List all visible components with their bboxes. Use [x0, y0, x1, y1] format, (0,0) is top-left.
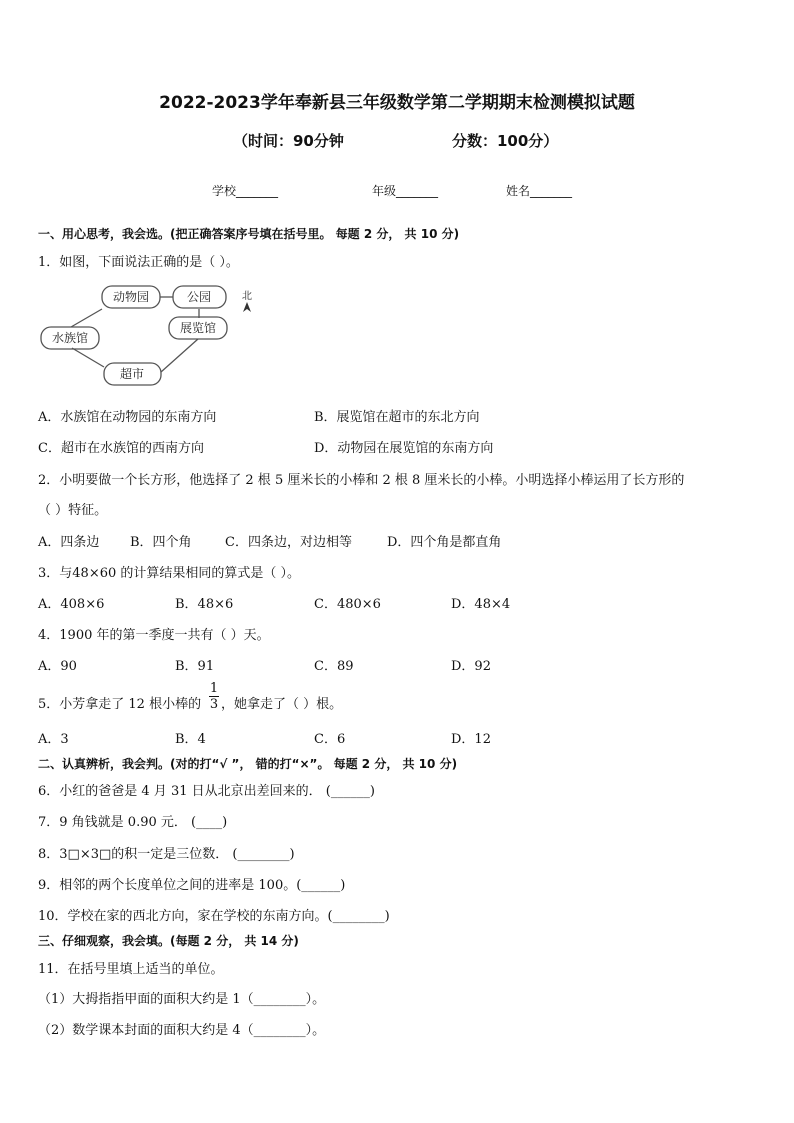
question-8: 8．3□×3□的积一定是三位数． (________)	[38, 847, 295, 862]
question-6: 6．小红的爸爸是 4 月 31 日从北京出差回来的． (______)	[38, 784, 375, 799]
school-field: 学校_______	[212, 184, 279, 198]
question-2-stem-cont: （ ）特征。	[38, 503, 108, 518]
q4-option-d: D．92	[451, 659, 491, 674]
q3-option-a: A．408×6	[38, 597, 105, 612]
question-10: 10．学校在家的西北方向，家在学校的东南方向。(________)	[38, 909, 390, 924]
question-3-stem: 3．与48×60 的计算结果相同的算式是（ ）。	[38, 566, 301, 581]
map-road-zoo-aquarium	[71, 309, 102, 327]
fraction-numerator: 1	[209, 681, 219, 696]
map-label-aquarium: 水族馆	[51, 331, 89, 345]
q3-option-b: B．48×6	[175, 597, 234, 612]
map-label-park: 公园	[186, 290, 212, 304]
map-road-aquarium-market	[72, 348, 104, 367]
map-road-market-exhibit	[161, 339, 198, 372]
exam-score: 分数：100分）	[452, 132, 559, 150]
question-5-stem-pre: 5．小芳拿走了 12 根小棒的	[38, 697, 202, 712]
map-label-exhibit: 展览馆	[179, 321, 217, 335]
q4-option-c: C．89	[314, 659, 354, 674]
question-5-stem-post: ，她拿走了（ ）根。	[221, 697, 343, 712]
q5-option-a: A．3	[38, 732, 69, 747]
question-9: 9．相邻的两个长度单位之间的进率是 100。(______)	[38, 878, 346, 893]
q5-option-b: B．4	[175, 732, 206, 747]
q1-option-d: D．动物园在展览馆的东南方向	[314, 441, 494, 456]
q4-option-a: A．90	[38, 659, 77, 674]
q1-option-c: C．超市在水族馆的西南方向	[38, 441, 204, 456]
fraction-one-third	[209, 682, 219, 711]
q2-option-d: D．四个角是都直角	[387, 535, 502, 550]
question-1-stem: 1．如图，下面说法正确的是（ ）。	[38, 255, 239, 270]
exam-time: （时间：90分钟	[233, 132, 344, 150]
map-label-zoo: 动物园	[112, 290, 150, 304]
q4-option-b: B．91	[175, 659, 215, 674]
q5-option-c: C．6	[314, 732, 346, 747]
question-11: 11．在括号里填上适当的单位。	[38, 962, 224, 977]
fraction-denominator: 3	[209, 697, 219, 712]
q2-option-a: A．四条边	[38, 535, 100, 550]
map-north-label: 北	[242, 291, 252, 302]
page-title: 2022-2023学年奉新县三年级数学第二学期期末检测模拟试题	[159, 93, 635, 113]
map-label-market: 超市	[119, 367, 145, 381]
q1-option-b: B．展览馆在超市的东北方向	[314, 410, 480, 425]
question-2-stem: 2．小明要做一个长方形，他选择了 2 根 5 厘米长的小棒和 2 根 8 厘米长的小棒。小明选择小棒运用了长方形的	[38, 473, 685, 488]
name-field: 姓名_______	[506, 184, 573, 198]
section-3-heading: 三、仔细观察，我会填。(每题 2 分， 共 14 分)	[38, 934, 299, 948]
direction-map-figure	[38, 283, 268, 393]
question-11-part-1: （1）大拇指指甲面的面积大约是 1（________）。	[38, 992, 326, 1007]
grade-field: 年级_______	[372, 184, 439, 198]
q3-option-c: C．480×6	[314, 597, 381, 612]
question-4-stem: 4．1900 年的第一季度一共有（ ）天。	[38, 628, 270, 643]
q2-option-b: B．四个角	[130, 535, 192, 550]
question-11-part-2: （2）数学课本封面的面积大约是 4（________）。	[38, 1023, 326, 1038]
north-arrow-icon	[243, 302, 251, 312]
q3-option-d: D．48×4	[451, 597, 511, 612]
q2-option-c: C．四条边，对边相等	[225, 535, 352, 550]
section-2-heading: 二、认真辨析，我会判。(对的打“√ ”， 错的打“×”。 每题 2 分， 共 10 分)	[38, 757, 458, 771]
q1-option-a: A．水族馆在动物园的东南方向	[38, 410, 217, 425]
section-1-heading: 一、用心思考，我会选。(把正确答案序号填在括号里。 每题 2 分， 共 10 分)	[38, 227, 460, 241]
q5-option-d: D．12	[451, 732, 491, 747]
question-7: 7．9 角钱就是 0.90 元． (____)	[38, 815, 228, 830]
